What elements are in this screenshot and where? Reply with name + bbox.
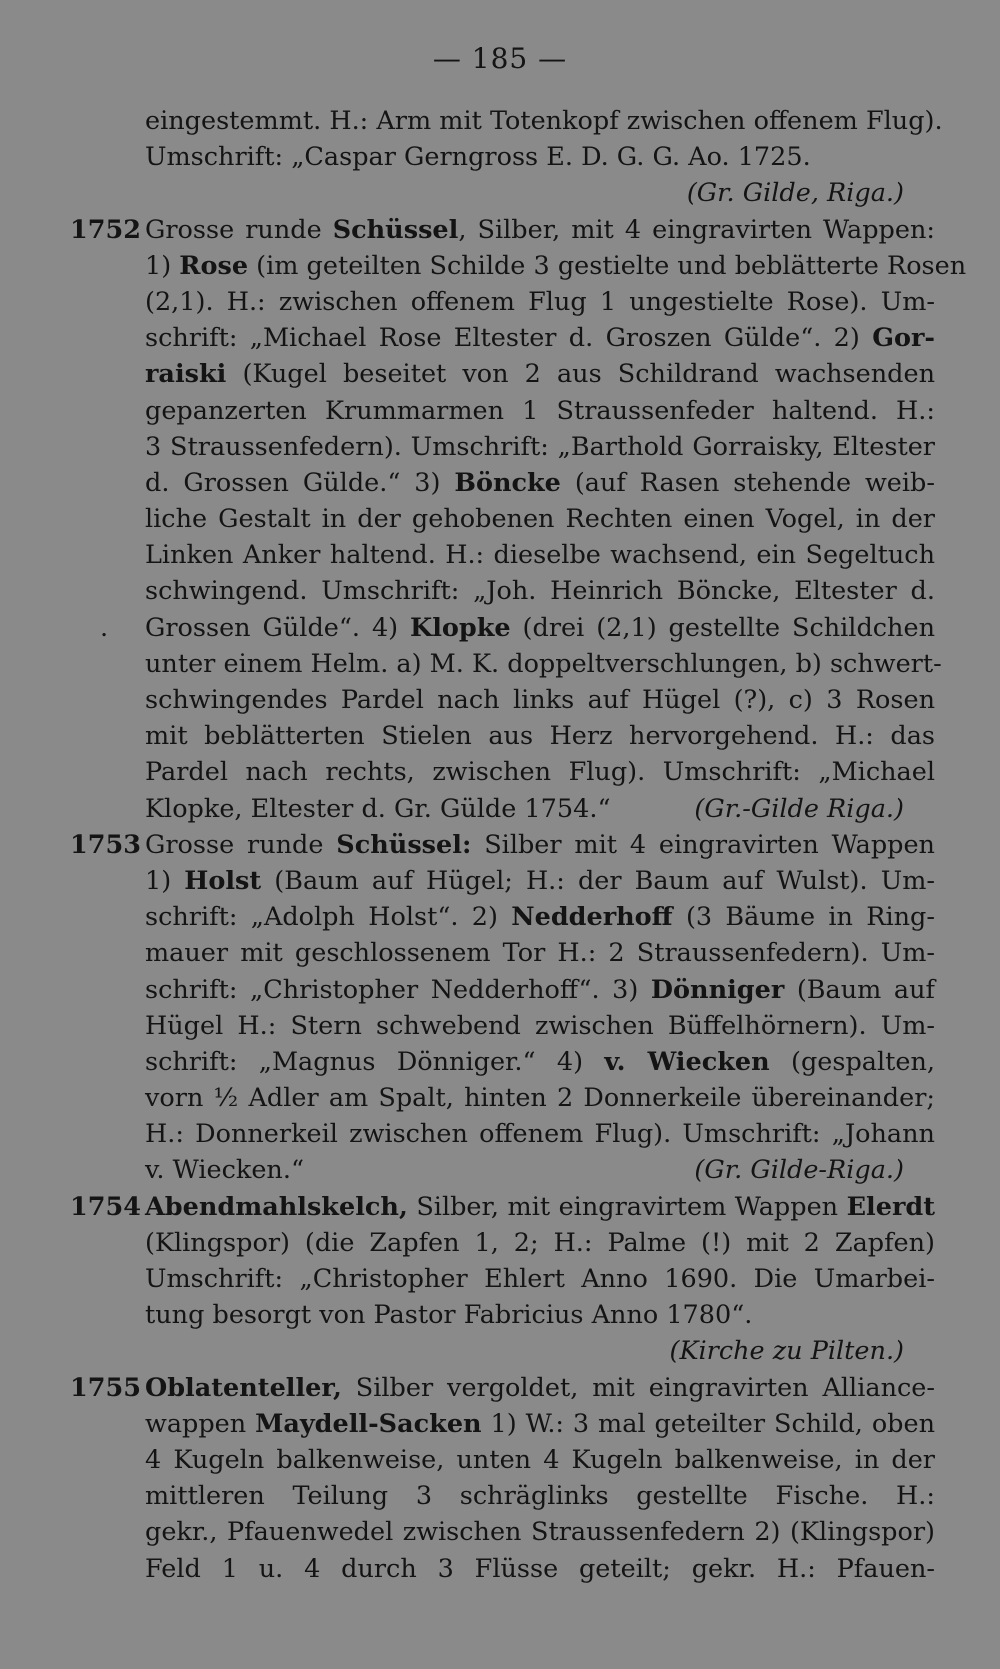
bold-term: Dönniger [650,974,785,1005]
text-line [0,754,1000,790]
bold-term: Böncke [454,467,561,498]
source-citation: (Kirche zu Pilten.) [669,1336,904,1367]
line-text: 4 Kugeln balkenweise, unten 4 Kugeln balkenweise, in der [145,1444,935,1475]
source-citation: (Gr.-Gilde Riga.) [694,793,904,824]
entry-number: 1753 [70,829,141,860]
line-text: vorn ½ Adler am Spalt, hinten 2 Donnerkeile übereinander; [145,1083,935,1114]
text-line [0,103,1000,139]
line-text: d. Grossen Gülde.“ 3) Böncke (auf Rasen stehende weib- [145,467,935,498]
line-text: tung besorgt von Pastor Fabricius Anno 1780“. [145,1300,753,1331]
text-line [0,393,1000,429]
text-line [0,320,1000,356]
text-line [0,1370,1000,1406]
text-line [0,1297,1000,1333]
bold-term: Klopke [410,612,511,643]
text-line [0,501,1000,537]
text-line [0,1008,1000,1044]
line-text: wappen Maydell-Sacken 1) W.: 3 mal geteilter Schild, oben [145,1408,936,1439]
text-line [0,1080,1000,1116]
text-line [0,175,1000,211]
line-text: 3 Straussenfedern). Umschrift: „Barthold Gorraisky, Eltester [145,431,935,462]
text-line [0,1225,1000,1261]
text-line [0,935,1000,971]
bold-term: Schüssel: [336,829,472,860]
bold-term: Abendmahlskelch, [145,1191,408,1222]
line-text: gekr., Pfauenwedel zwischen Straussenfedern 2) (Klingspor) [145,1517,935,1548]
bold-term: Elerdt [846,1191,935,1222]
line-text: Pardel nach rechts, zwischen Flug). Umschrift: „Michael [145,757,935,788]
line-text: Abendmahlskelch, Silber, mit eingravirtem Wappen Elerdt [145,1191,935,1222]
text-line [0,791,1000,827]
text-line [0,1189,1000,1225]
line-text: Linken Anker haltend. H.: dieselbe wachsend, ein Segeltuch [145,540,935,571]
source-citation: (Gr. Gilde-Riga.) [694,1155,904,1186]
line-text: eingestemmt. H.: Arm mit Totenkopf zwischen offenem Flug). [145,106,943,136]
line-text: schwingendes Pardel nach links auf Hügel (?), c) 3 Rosen [145,685,935,715]
text-line [0,899,1000,935]
bold-term: Maydell-Sacken [255,1408,482,1439]
line-text: schrift: „Adolph Holst“. 2) Nedderhoff (3 Bäume in Ring- [145,902,935,933]
line-text: unter einem Helm. a) M. K. doppeltverschlungen, b) schwert- [145,648,942,679]
text-line [0,972,1000,1008]
text-line [0,248,1000,284]
entry-number: 1755 [70,1372,141,1403]
line-text: Oblatenteller, Silber vergoldet, mit eingravirten Alliance- [145,1372,935,1403]
line-text: Hügel H.: Stern schwebend zwischen Büffelhörnern). Um- [145,1010,935,1041]
stray-mark: . [100,612,109,643]
line-text: schrift: „Magnus Dönniger.“ 4) v. Wiecken (gespalten, [145,1046,935,1077]
bold-term: Gor- [872,323,935,354]
line-text: mittleren Teilung 3 schräglinks gestellte Fische. H.: [145,1481,935,1512]
text-line [0,1116,1000,1152]
text-line [0,718,1000,754]
bold-term: Holst [184,865,262,896]
bold-term: v. Wiecken [604,1046,770,1077]
page-number: — 185 — [432,42,568,75]
text-line [0,537,1000,573]
text-line [0,827,1000,863]
text-line [0,646,1000,682]
text-line [0,1406,1000,1442]
text-line [0,1152,1000,1188]
line-text: liche Gestalt in der gehobenen Rechten einen Vogel, in der [145,504,935,535]
bold-term: Oblatenteller, [145,1372,342,1403]
line-text: schrift: „Michael Rose Eltester d. Groszen Gülde“. 2) Gor- [145,323,935,354]
text-line [0,1478,1000,1514]
line-text: H.: Donnerkeil zwischen offenem Flug). Umschrift: „Johann [145,1119,935,1150]
line-text: Umschrift: „Caspar Gerngross E. D. G. G. Ao. 1725. [145,142,811,173]
text-line [0,1044,1000,1080]
line-text: Grosse runde Schüssel: Silber mit 4 eingravirten Wappen [145,829,935,860]
line-text: 1) Rose (im geteilten Schilde 3 gestielte und beblätterte Rosen [145,250,967,281]
text-line [0,1514,1000,1550]
text-line [0,610,1000,646]
bold-term: raiski [145,359,227,390]
text-line [0,284,1000,320]
text-line [0,139,1000,175]
bold-term: Schüssel [332,214,459,245]
text-line [0,573,1000,609]
line-text: v. Wiecken.“ [145,1155,304,1186]
entry-number: 1752 [70,214,141,245]
line-text: (2,1). H.: zwischen offenem Flug 1 ungestielte Rose). Um- [145,286,935,317]
line-text: Grosse runde Schüssel, Silber, mit 4 eingravirten Wappen: [145,214,935,245]
line-text: schwingend. Umschrift: „Joh. Heinrich Böncke, Eltester d. [145,576,935,607]
bold-term: Nedderhoff [511,902,673,933]
line-text: 1) Holst (Baum auf Hügel; H.: der Baum auf Wulst). Um- [145,865,935,896]
text-line [0,682,1000,718]
line-text: raiski (Kugel beseitet von 2 aus Schildrand wachsenden [145,359,935,390]
text-line [0,1551,1000,1587]
text-line [0,1333,1000,1369]
text-line [0,465,1000,501]
text-line [0,212,1000,248]
text-line [0,356,1000,392]
text-line [0,1261,1000,1297]
line-text: Grossen Gülde“. 4) Klopke (drei (2,1) gestellte Schildchen [145,612,935,643]
line-text: schrift: „Christopher Nedderhoff“. 3) Dönniger (Baum auf [145,974,935,1005]
line-text: Umschrift: „Christopher Ehlert Anno 1690. Die Umarbei- [145,1264,935,1294]
text-line [0,863,1000,899]
line-text: Feld 1 u. 4 durch 3 Flüsse geteilt; gekr. H.: Pfauen- [145,1553,935,1584]
entry-number: 1754 [70,1191,141,1222]
text-line [0,1442,1000,1478]
line-text: Klopke, Eltester d. Gr. Gülde 1754.“ [145,793,611,824]
line-text: mauer mit geschlossenem Tor H.: 2 Straussenfedern). Um- [145,938,935,969]
page-body [0,103,1000,1587]
line-text: mit beblätterten Stielen aus Herz hervorgehend. H.: das [145,721,935,752]
text-line [0,429,1000,465]
line-text: gepanzerten Krummarmen 1 Straussenfeder haltend. H.: [145,395,935,426]
bold-term: Rose [179,250,249,281]
line-text: (Klingspor) (die Zapfen 1, 2; H.: Palme (!) mit 2 Zapfen) [145,1227,935,1258]
source-citation: (Gr. Gilde, Riga.) [686,178,904,209]
